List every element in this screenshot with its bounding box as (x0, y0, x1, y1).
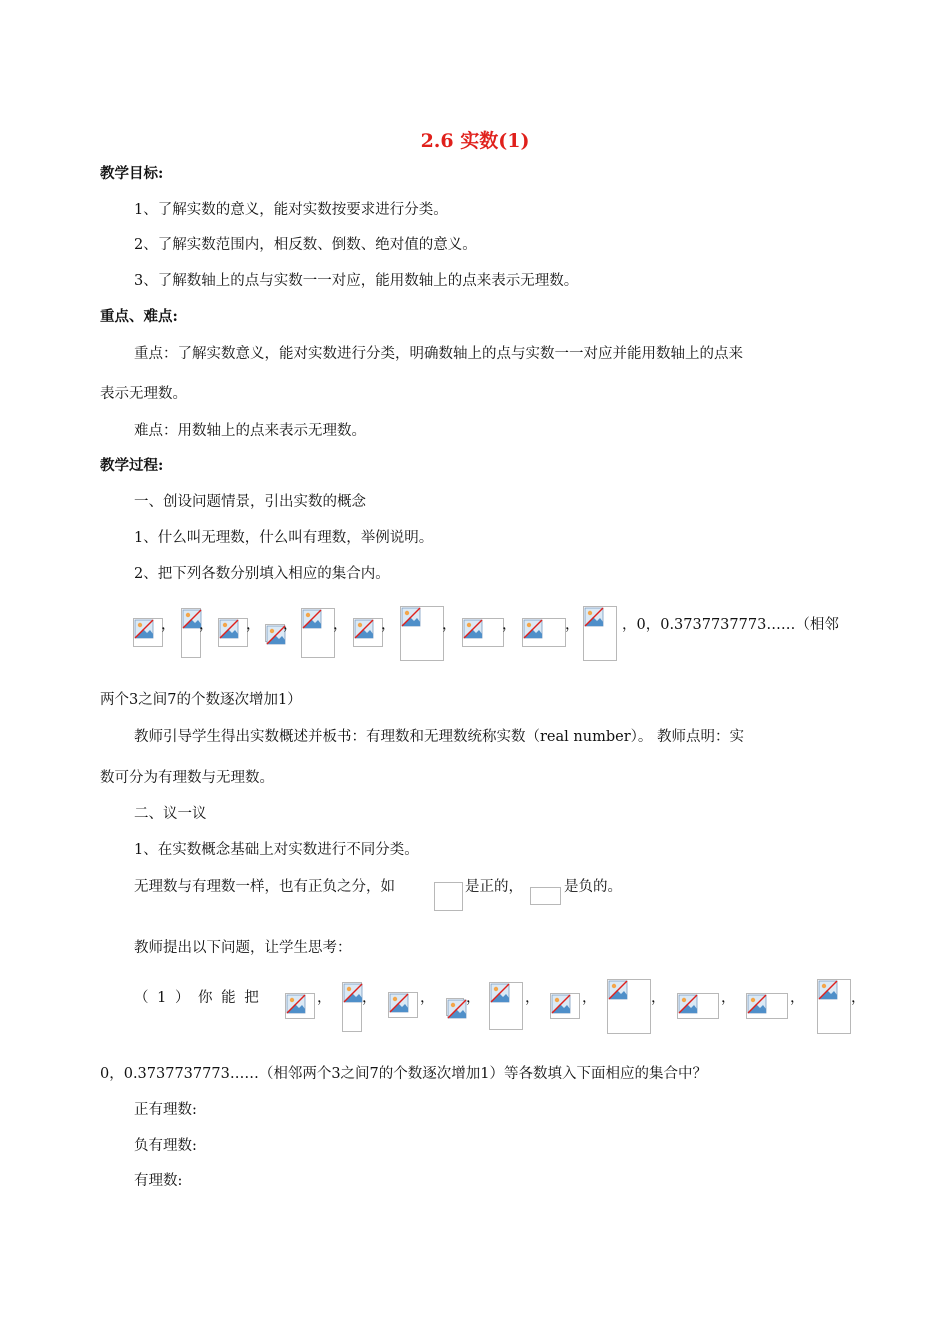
comma-separator: ， (199, 617, 214, 633)
comma-separator: ， (362, 990, 377, 1006)
comma-separator: ， (466, 990, 481, 1006)
broken-image-icon (401, 607, 421, 627)
broken-image-icon (523, 619, 543, 639)
section-2-question-1: 1、在实数概念基础上对实数进行不同分类。 (134, 842, 419, 858)
math-expression-image (583, 606, 617, 661)
broken-image-icon (343, 983, 363, 1003)
broken-image-icon (302, 609, 322, 629)
comma-separator: ， (790, 990, 805, 1006)
comma-separator: ， (651, 990, 666, 1006)
math-expression-image (489, 982, 523, 1030)
math-expression-image (388, 992, 418, 1018)
comma-separator: ， (381, 617, 396, 633)
broken-image-icon (818, 980, 838, 1000)
key-heading: 重点、难点: (100, 308, 178, 325)
row2-continuation: 0，0.3737737773……（相邻两个3之间7的个数逐次增加1）等各数填入下面相应的集合中？ (100, 1066, 707, 1082)
comma-separator: ， (721, 990, 736, 1006)
math-expression-image (353, 618, 383, 647)
math-expression-image (746, 993, 788, 1019)
math-expression-image (133, 618, 163, 647)
key-point-line2: 表示无理数。 (100, 386, 187, 402)
math-expression-image (446, 998, 464, 1016)
math-expression-image (522, 618, 566, 647)
comma-separator: ， (565, 617, 580, 633)
math-expression-image (677, 993, 719, 1019)
comma-separator: ， (283, 617, 298, 633)
broken-image-icon (219, 619, 239, 639)
math-expression-image (817, 979, 851, 1034)
comma-separator: ， (525, 990, 540, 1006)
comma-separator: ， (420, 990, 435, 1006)
row1-continuation: 两个3之间7的个数逐次增加1） (100, 692, 302, 708)
broken-image-icon (551, 994, 571, 1014)
irrational-sign-text-c: 是负的。 (564, 879, 622, 895)
question-lead: （ 1 ） 你 能 把 (134, 990, 261, 1006)
broken-image-icon (354, 619, 374, 639)
broken-image-icon (447, 999, 467, 1019)
broken-image-icon (584, 607, 604, 627)
math-expression-image (265, 624, 285, 642)
math-expression-image (181, 608, 201, 658)
math-expression-image (301, 608, 335, 658)
goal-1: 1、了解实数的意义，能对实数按要求进行分类。 (134, 202, 448, 218)
teacher-note-line1: 教师引导学生得出实数概述并板书：有理数和无理数统称实数（real number）。 教师点明：实 (134, 729, 744, 745)
question-2: 2、把下列各数分别填入相应的集合内。 (134, 566, 390, 582)
broken-image-icon (463, 619, 483, 639)
set-negative-rational: 负有理数: (134, 1138, 197, 1154)
process-heading: 教学过程: (100, 457, 164, 474)
broken-image-icon (134, 619, 154, 639)
comma-separator: ， (442, 617, 457, 633)
math-expression-image (218, 618, 248, 647)
comma-separator: ， (161, 617, 176, 633)
section-2-heading: 二、议一议 (134, 806, 207, 822)
math-expression-image (550, 993, 580, 1019)
comma-separator: ， (317, 990, 332, 1006)
set-rational: 有理数: (134, 1173, 183, 1189)
goal-3: 3、了解数轴上的点与实数一一对应，能用数轴上的点来表示无理数。 (134, 273, 579, 289)
difficult-point: 难点：用数轴上的点来表示无理数。 (134, 423, 366, 439)
comma-separator: ， (502, 617, 517, 633)
goals-heading: 教学目标: (100, 165, 164, 182)
teacher-question-intro: 教师提出以下问题，让学生思考： (134, 940, 352, 956)
page-title: 2.6 实数(1) (420, 130, 530, 152)
key-point-line1: 重点：了解实数意义，能对实数进行分类，明确数轴上的点与实数一一对应并能用数轴上的点来 (134, 346, 743, 362)
broken-image-icon (678, 994, 698, 1014)
comma-separator: ， (333, 617, 348, 633)
math-expression-image (342, 982, 362, 1032)
math-expression-image (530, 887, 561, 905)
question-1: 1、什么叫无理数，什么叫有理数，举例说明。 (134, 530, 434, 546)
math-expression-image (434, 882, 463, 911)
row1-tail-text: ，0，0.3737737773……（相邻 (622, 617, 839, 633)
math-expression-image (285, 993, 315, 1019)
broken-image-icon (747, 994, 767, 1014)
math-expression-image (400, 606, 444, 661)
teacher-note-line2: 数可分为有理数与无理数。 (100, 770, 274, 786)
irrational-sign-text-a: 无理数与有理数一样，也有正负之分，如 (134, 879, 395, 895)
section-1-heading: 一、创设问题情景，引出实数的概念 (134, 494, 366, 510)
goal-2: 2、了解实数范围内，相反数、倒数、绝对值的意义。 (134, 237, 477, 253)
math-expression-image (462, 618, 504, 647)
irrational-sign-text-b: 是正的， (465, 879, 523, 895)
broken-image-icon (608, 980, 628, 1000)
math-expression-image (607, 979, 651, 1034)
broken-image-icon (286, 994, 306, 1014)
set-positive-rational: 正有理数: (134, 1102, 197, 1118)
comma-separator: ， (851, 990, 866, 1006)
comma-separator: ， (582, 990, 597, 1006)
broken-image-icon (490, 983, 510, 1003)
broken-image-icon (389, 993, 409, 1013)
comma-separator: ， (246, 617, 261, 633)
